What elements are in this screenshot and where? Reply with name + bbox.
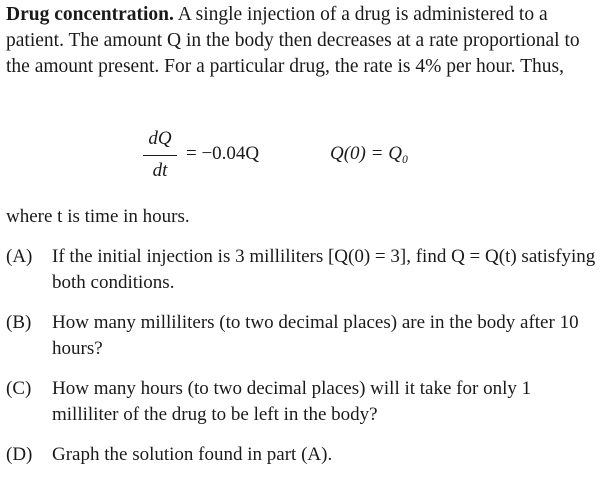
fraction-bar xyxy=(143,155,177,156)
part-label: (A) xyxy=(6,246,33,267)
part-text: Graph the solution found in part (A). xyxy=(52,444,333,465)
part-label: (D) xyxy=(6,444,33,465)
equation-right-side: = −0.04Q xyxy=(186,143,260,164)
question-part-b xyxy=(6,310,601,362)
question-part-c xyxy=(6,376,601,428)
question-parts-list xyxy=(6,244,601,482)
question-part-d xyxy=(6,442,601,468)
fraction-denominator: dt xyxy=(152,160,168,181)
problem-intro-text: A single injection of a drug is administered to a patient. The amount Q in the body then decreases at a rate proportional to the amount present. For a particular drug, the rate is 4% per hour. Thus, xyxy=(6,4,580,77)
problem-heading: Drug concentration. xyxy=(6,4,174,25)
differential-equation xyxy=(0,128,607,192)
initial-condition: Q(0) = Q₀ xyxy=(330,143,409,164)
part-label: (C) xyxy=(6,378,32,399)
part-text: How many hours (to two decimal places) will it take for only 1 milliliter of the drug to be left in the body? xyxy=(52,378,532,425)
question-part-a xyxy=(6,244,601,296)
part-text: If the initial injection is 3 milliliters [Q(0) = 3], find Q = Q(t) satisfying both conditions. xyxy=(52,246,596,293)
part-label: (B) xyxy=(6,312,32,333)
part-text: How many milliliters (to two decimal places) are in the body after 10 hours? xyxy=(52,312,579,359)
problem-intro-paragraph xyxy=(6,2,601,80)
where-clause: where t is time in hours. xyxy=(6,206,190,227)
fraction-numerator: dQ xyxy=(148,128,172,149)
derivative-fraction xyxy=(143,128,177,182)
